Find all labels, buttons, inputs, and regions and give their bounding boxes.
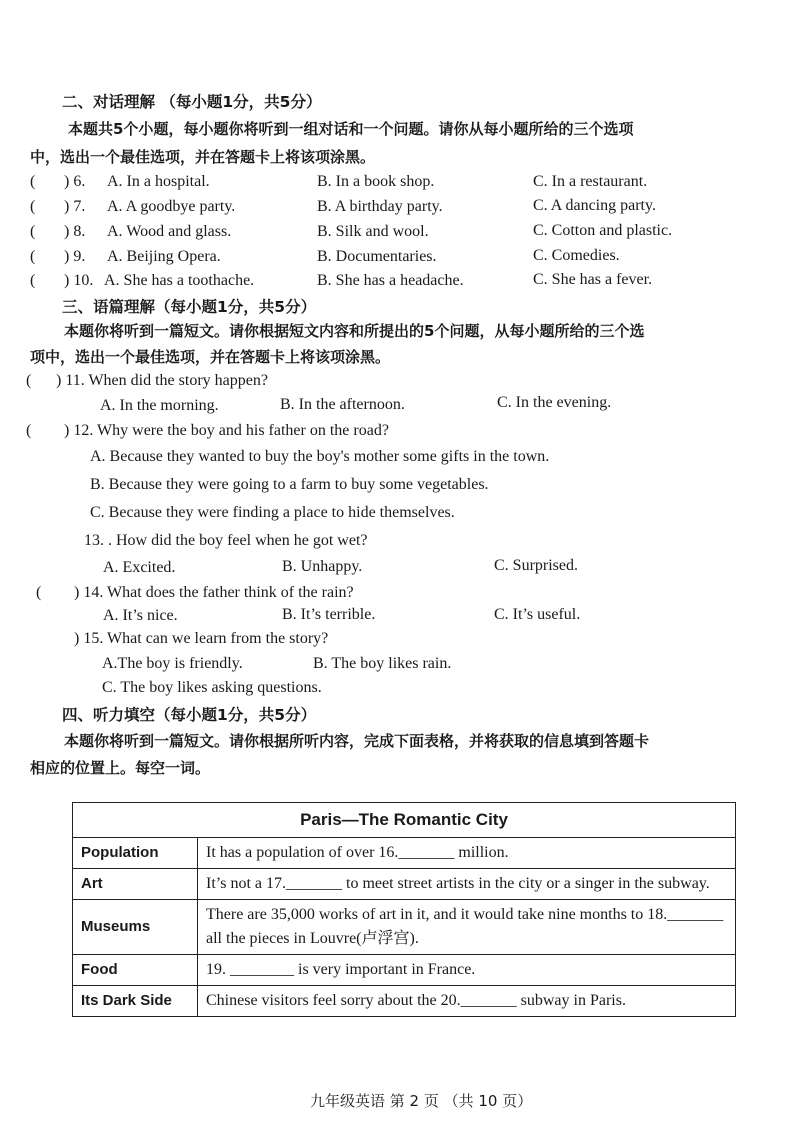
option-b: B. The boy likes rain.: [313, 655, 452, 672]
option-c: C. Cotton and plastic.: [533, 222, 673, 239]
question-number: ) 6.: [64, 173, 86, 190]
section2-instruction-line1: 本题共5个小题，每小题你将听到一组对话和一个问题。请你从每小题所给的三个选项: [68, 120, 634, 138]
answer-paren: (: [26, 422, 32, 439]
question-number: ) 9.: [64, 248, 86, 265]
option-c: C. Surprised.: [494, 557, 578, 574]
row-label: Art: [73, 869, 198, 900]
answer-paren: (: [30, 272, 36, 289]
option-a: A. Excited.: [103, 559, 176, 576]
option-c: C. In a restaurant.: [533, 173, 648, 190]
question-number: ) 7.: [64, 198, 86, 215]
question-7: [30, 198, 85, 216]
row-text: It’s not a 17._______ to meet street artists in the city or a singer in the subway.: [198, 869, 736, 900]
row-text: 19. ________ is very important in France.: [198, 955, 736, 986]
page-footer: 九年级英语 第 2 页 （共 10 页）: [310, 1092, 533, 1110]
option-a: A. In a hospital.: [107, 173, 210, 190]
section4-instruction-line2: 相应的位置上。每空一词。: [30, 759, 211, 777]
option-c: C. She has a fever.: [533, 271, 653, 288]
answer-paren: (: [30, 198, 36, 215]
question-11: [26, 372, 268, 390]
option-c: C. A dancing party.: [533, 197, 656, 214]
question-13: [84, 532, 367, 550]
table-row: [73, 955, 736, 986]
section3-instruction-line2: 项中，选出一个最佳选项，并在答题卡上将该项涂黑。: [30, 348, 391, 366]
section3-instruction-line1: 本题你将听到一篇短文。请你根据短文内容和所提出的5个问题，从每小题所给的三个选: [64, 322, 645, 340]
option-a: A. In the morning.: [100, 397, 219, 414]
question-stem: ) 12. Why were the boy and his father on the road?: [64, 422, 389, 439]
option-b: B. Documentaries.: [317, 248, 437, 265]
option-b: B. In a book shop.: [317, 173, 435, 190]
table-row: [73, 869, 736, 900]
option-b: B. She has a headache.: [317, 272, 464, 289]
question-12: [26, 422, 389, 440]
section4-instruction-line1: 本题你将听到一篇短文。请你根据所听内容，完成下面表格，并将获取的信息填到答题卡: [64, 732, 650, 750]
table-row: [73, 838, 736, 869]
option-c: C. Because they were finding a place to hide themselves.: [90, 504, 455, 521]
question-stem: 13. . How did the boy feel when he got wet?: [84, 532, 368, 549]
option-a: A. A goodbye party.: [107, 198, 236, 215]
question-stem: ) 14. What does the father think of the rain?: [74, 584, 354, 601]
option-c: C. In the evening.: [497, 394, 612, 411]
option-c: C. It’s useful.: [494, 606, 581, 623]
option-b: B. Silk and wool.: [317, 223, 429, 240]
answer-paren: (: [30, 173, 36, 190]
answer-paren: (: [26, 372, 32, 389]
section2-instruction-line2: 中，选出一个最佳选项，并在答题卡上将该项涂黑。: [30, 148, 376, 166]
option-b: B. In the afternoon.: [280, 396, 405, 413]
answer-paren: (: [30, 248, 36, 265]
question-15: [74, 630, 328, 648]
option-a: A. She has a toothache.: [104, 272, 255, 289]
option-b: B. It’s terrible.: [282, 606, 376, 623]
row-text: It has a population of over 16._______ million.: [198, 838, 736, 869]
question-stem: ) 15. What can we learn from the story?: [74, 630, 329, 647]
question-14: [36, 584, 354, 602]
table-row: [73, 986, 736, 1017]
section3-title: 三、语篇理解（每小题1分，共5分）: [62, 298, 317, 316]
answer-paren: (: [30, 223, 36, 240]
row-label: Population: [73, 838, 198, 869]
option-a: A. Wood and glass.: [107, 223, 232, 240]
option-c: C. Comedies.: [533, 247, 620, 264]
row-label: Its Dark Side: [73, 986, 198, 1017]
question-9: [30, 248, 85, 266]
row-label: Museums: [73, 900, 198, 955]
table-title: Paris—The Romantic City: [73, 803, 736, 838]
row-text: There are 35,000 works of art in it, and it would take nine months to 18._______ all the pieces in Louvre(卢浮宫).: [198, 900, 736, 955]
table-row: [73, 900, 736, 955]
option-a: A. Beijing Opera.: [107, 248, 221, 265]
answer-paren: (: [36, 584, 42, 601]
section2-title: 二、对话理解 （每小题1分，共5分）: [62, 93, 322, 111]
listening-fill-table: [72, 802, 736, 1017]
question-number: ) 8.: [64, 223, 86, 240]
option-c: C. The boy likes asking questions.: [102, 679, 322, 696]
row-text: Chinese visitors feel sorry about the 20._______ subway in Paris.: [198, 986, 736, 1017]
row-label: Food: [73, 955, 198, 986]
option-b: B. Because they were going to a farm to buy some vegetables.: [90, 476, 489, 493]
question-8: [30, 223, 85, 241]
question-number: ) 10.: [64, 272, 94, 289]
option-b: B. A birthday party.: [317, 198, 443, 215]
question-stem: ) 11. When did the story happen?: [56, 372, 268, 389]
option-a: A. It’s nice.: [103, 607, 178, 624]
option-a: A.The boy is friendly.: [102, 655, 243, 672]
question-10: [30, 272, 93, 290]
table-title-row: [73, 803, 736, 838]
option-b: B. Unhappy.: [282, 558, 363, 575]
section4-title: 四、听力填空（每小题1分，共5分）: [62, 706, 317, 724]
option-a: A. Because they wanted to buy the boy's mother some gifts in the town.: [90, 448, 550, 465]
question-6: [30, 173, 85, 191]
